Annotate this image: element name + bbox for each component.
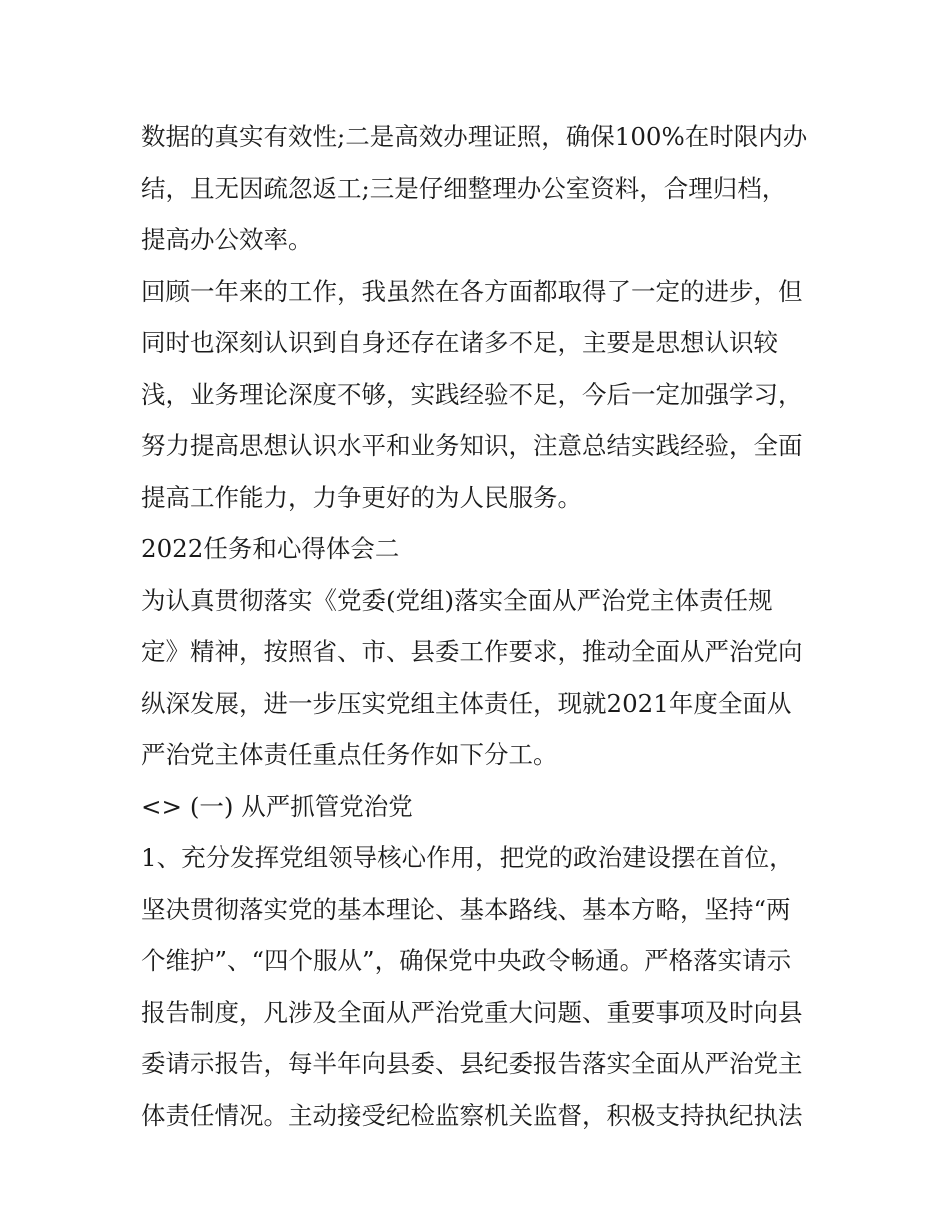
document-body <box>141 111 816 1141</box>
text-line: 坚决贯彻落实党的基本理论、基本路线、基本方略，坚持“两 <box>141 894 791 924</box>
text-line: 为认真贯彻落实《党委(党组)落实全面从严治党主体责任规 <box>141 585 773 615</box>
text-line: 定》精神，按照省、市、县委工作要求，推动全面从严治党向 <box>141 637 803 666</box>
text-line: 严治党主体责任重点任务作如下分工。 <box>141 740 558 769</box>
text-line: 体责任情况。主动接受纪检监察机关监督，积极支持执纪执法 <box>141 1100 803 1130</box>
text-line: 数据的真实有效性;二是高效办理证照，确保100%在时限内办 <box>141 122 808 151</box>
text-line: 1、充分发挥党组领导核心作用，把党的政治建设摆在首位， <box>141 843 794 872</box>
text-line: 提高工作能力，力争更好的为人民服务。 <box>141 482 582 512</box>
text-line: 结，且无因疏忽返工;三是仔细整理办公室资料，合理归档， <box>141 173 787 203</box>
text-line: 努力提高思想认识水平和业务知识，注意总结实践经验，全面 <box>141 431 803 460</box>
subsection-heading: <> (一) 从严抓管党治党 <box>141 791 413 821</box>
text-line: 个维护”、“四个服从”，确保党中央政令畅通。严格落实请示 <box>141 946 792 975</box>
section-heading: 2022任务和心得体会二 <box>141 534 400 563</box>
text-line: 报告制度，凡涉及全面从严治党重大问题、重要事项及时向县 <box>141 997 803 1027</box>
text-line: 浅，业务理论深度不够，实践经验不足，今后一定加强学习， <box>141 379 803 409</box>
text-line: 回顾一年来的工作，我虽然在各方面都取得了一定的进步，但 <box>141 276 803 306</box>
text-line: 纵深发展，进一步压实党组主体责任，现就2021年度全面从 <box>141 688 792 718</box>
text-line: 委请示报告，每半年向县委、县纪委报告落实全面从严治党主 <box>141 1049 803 1078</box>
text-line: 提高办公效率。 <box>141 225 313 254</box>
text-line: 同时也深刻认识到自身还存在诸多不足，主要是思想认识较 <box>141 328 778 357</box>
